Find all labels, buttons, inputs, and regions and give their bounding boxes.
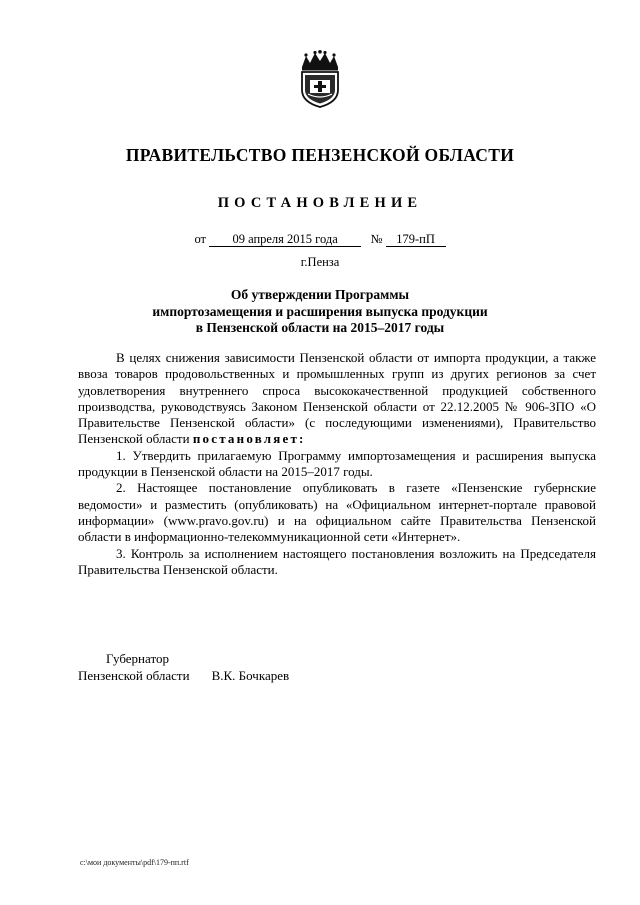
signatory-role: Губернатор	[106, 651, 169, 666]
number-label: №	[370, 232, 383, 246]
date-label: от	[194, 232, 206, 246]
government-title: ПРАВИТЕЛЬСТВО ПЕНЗЕНСКОЙ ОБЛАСТИ	[125, 145, 515, 165]
file-path-footer: c:\мои документы\pdf\179-пп.rtf	[80, 858, 189, 867]
signatory-name: В.К. Бочкарев	[211, 668, 290, 683]
subject-line: Об утверждении Программы	[230, 287, 410, 302]
dateline	[0, 232, 640, 247]
decree-subject	[0, 287, 640, 337]
signatory-region: Пензенской области	[78, 668, 190, 683]
decree-date: 09 апреля 2015 года	[209, 232, 361, 247]
decree-item-1: 1. Утвердить прилагаемую Программу импортозамещения и расширения выпуска продукции в Пензенской области на 2015–2017 годы.	[78, 447, 596, 480]
city: г.Пенза	[300, 255, 340, 269]
document-type: ПОСТАНОВЛЕНИЕ	[217, 195, 423, 211]
decree-item-2: 2. Настоящее постановление опубликовать в газете «Пензенские губернские ведомости» и разместить (опубликовать) на «Официальном интернет-портале правовой информации» (www.pravo.gov.ru) и на официальном сайте Правительства Пензенской области в информационно-телекоммуникационной сети «Интернет».	[78, 480, 596, 545]
penza-coat-of-arms-icon	[296, 50, 344, 108]
signature-block	[78, 650, 289, 684]
subject-line: импортозамещения и расширения выпуска продукции	[152, 303, 488, 319]
decides-word: постановляет:	[192, 431, 306, 447]
subject-line: в Пензенской области на 2015–2017 годы	[195, 320, 445, 335]
decree-number: 179-пП	[386, 232, 446, 247]
preamble-text: В целях снижения зависимости Пензенской области от импорта продукции, а также ввоза товаров продовольственных и промышленных групп из других регионов за счет удовлетворения внутреннего спроса высококачественной продукцией собственного производства, руководствуясь Законом Пензенской области от 22.12.2005 № 906-ЗПО «О Правительстве Пензенской области» (с последующими изменениями), Правительство Пензенской области	[78, 350, 596, 447]
preamble-paragraph	[78, 350, 596, 448]
decree-body	[78, 350, 596, 578]
decree-item-3: 3. Контроль за исполнением настоящего постановления возложить на Председателя Правительства Пензенской области.	[78, 545, 596, 577]
